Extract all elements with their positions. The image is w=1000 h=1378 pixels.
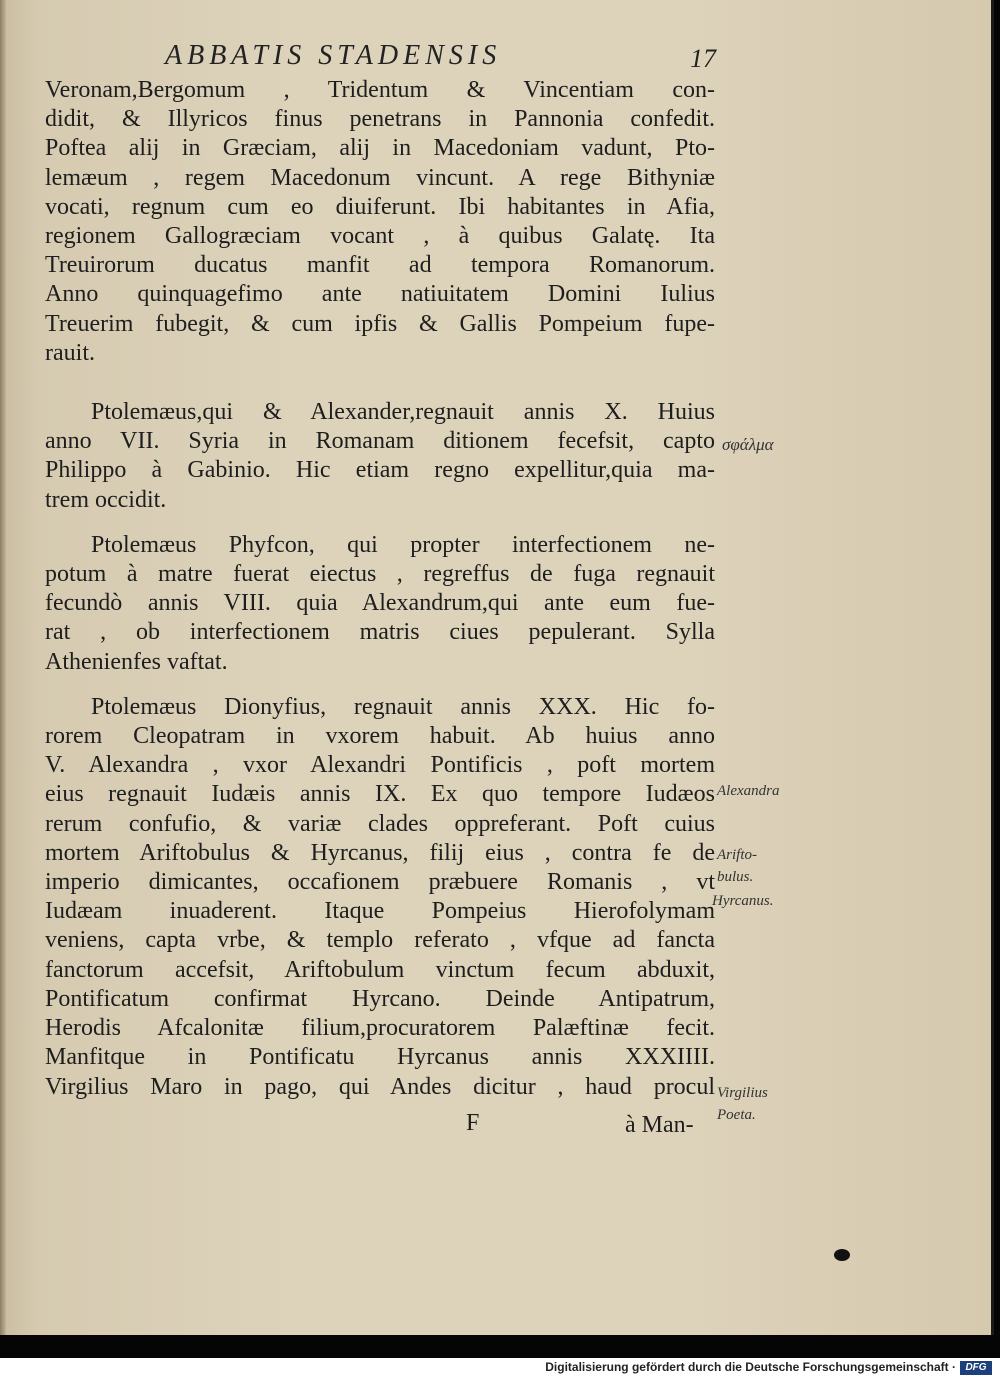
paragraph-2 <box>45 398 715 515</box>
credit-bar <box>0 1358 1000 1378</box>
text-line: fecundò annis VIII. quia Alexandrum,qui ante eum fue- <box>45 590 715 617</box>
text-line: imperio dimicantes, occafionem præbuere Romanis , vt <box>45 869 715 896</box>
text-line: Iudæam inuaderent. Itaque Pompeius Hierofolymam <box>45 898 715 925</box>
text-line: vocati, regnum cum eo diuiferunt. Ibi habitantes in Afia, <box>45 193 715 220</box>
signature-mark: F <box>466 1110 480 1136</box>
marginal-note-virgilius-2: Poeta. <box>717 1107 756 1123</box>
paragraph-1 <box>45 76 715 368</box>
paragraph-3 <box>45 531 715 677</box>
text-line: Ptolemæus Dionyfius, regnauit annis XXX. Hic fo- <box>91 693 715 720</box>
text-line: mortem Ariftobulus & Hyrcanus, filij eius , contra fe de <box>45 839 715 866</box>
text-line: lemæum , regem Macedonum vincunt. A rege Bithyniæ <box>45 164 715 191</box>
text-line: Philippo à Gabinio. Hic etiam regno expellitur,quia ma- <box>45 457 715 484</box>
text-line: anno VII. Syria in Romanam ditionem fecefsit, capto <box>45 428 715 455</box>
text-line: V. Alexandra , vxor Alexandri Pontificis , poft mortem <box>45 752 715 779</box>
marginal-note-aristobulus-2: bulus. <box>717 869 754 885</box>
text-line: Treuirorum ducatus manfit ad tempora Romanorum. <box>45 252 715 279</box>
paragraph-4 <box>45 693 715 1102</box>
text-line: Herodis Afcalonitæ filium,procuratorem Palæftinæ fecit. <box>45 1015 715 1042</box>
text-line: Virgilius Maro in pago, qui Andes dicitur , haud procul <box>45 1073 715 1100</box>
text-line: Poftea alij in Græciam, alij in Macedoniam vadunt, Pto- <box>45 135 715 162</box>
text-line: Ptolemæus Phyfcon, qui propter interfectionem ne- <box>91 531 715 558</box>
text-line: rat , ob interfectionem matris ciues pepulerant. Sylla <box>45 619 715 646</box>
text-line: potum à matre fuerat eiectus , regreffus de fuga regnauit <box>45 561 715 588</box>
text-line: Manfitque in Pontificatu Hyrcanus annis XXXIIII. <box>45 1044 715 1071</box>
page-number: 17 <box>690 44 716 73</box>
catchword: à Man- <box>625 1112 694 1138</box>
ink-blot <box>834 1249 850 1261</box>
body-text <box>45 76 715 1102</box>
text-line: rerum confufio, & variæ clades oppreferant. Poft cuius <box>45 810 715 837</box>
text-line: trem occidit. <box>45 486 167 513</box>
text-line: veniens, capta vrbe, & templo referato , vfque ad fancta <box>45 927 715 954</box>
running-head: ABBATIS STADENSIS <box>165 40 502 71</box>
text-line: Athenienfes vaftat. <box>45 648 228 675</box>
text-line: Pontificatum confirmat Hyrcano. Deinde Antipatrum, <box>45 985 715 1012</box>
dfg-logo-icon: DFG <box>960 1361 992 1375</box>
text-line: Treuerim fubegit, & cum ipfis & Gallis Pompeium fupe- <box>45 310 715 337</box>
text-line: Anno quinquagefimo ante natiuitatem Domini Iulius <box>45 281 715 308</box>
text-line: Veronam,Bergomum , Tridentum & Vincentiam con- <box>45 77 715 103</box>
marginal-note-virgilius-1: Virgilius <box>717 1085 768 1101</box>
marginal-note-aristobulus-1: Arifto- <box>717 847 757 863</box>
text-line: rorem Cleopatram in vxorem habuit. Ab huius anno <box>45 723 715 750</box>
text-line: rauit. <box>45 339 95 366</box>
marginal-note-alexandra: Alexandra <box>717 783 780 799</box>
credit-text: Digitalisierung gefördert durch die Deutsche Forschungsgemeinschaft · <box>545 1360 956 1374</box>
text-line: fanctorum accefsit, Ariftobulum vinctum fecum abduxit, <box>45 956 715 983</box>
text-line: didit, & Illyricos finus penetrans in Pannonia confedit. <box>45 106 715 133</box>
marginal-note-hyrcanus: Hyrcanus. <box>712 893 774 909</box>
text-line: eius regnauit Iudæis annis IX. Ex quo tempore Iudæos <box>45 781 715 808</box>
marginal-note-sfalma: σφάλμα <box>722 435 774 454</box>
text-line: Ptolemæus,qui & Alexander,regnauit annis X. Huius <box>91 399 715 426</box>
text-line: regionem Gallogræciam vocant , à quibus Galatę. Ita <box>45 223 715 250</box>
